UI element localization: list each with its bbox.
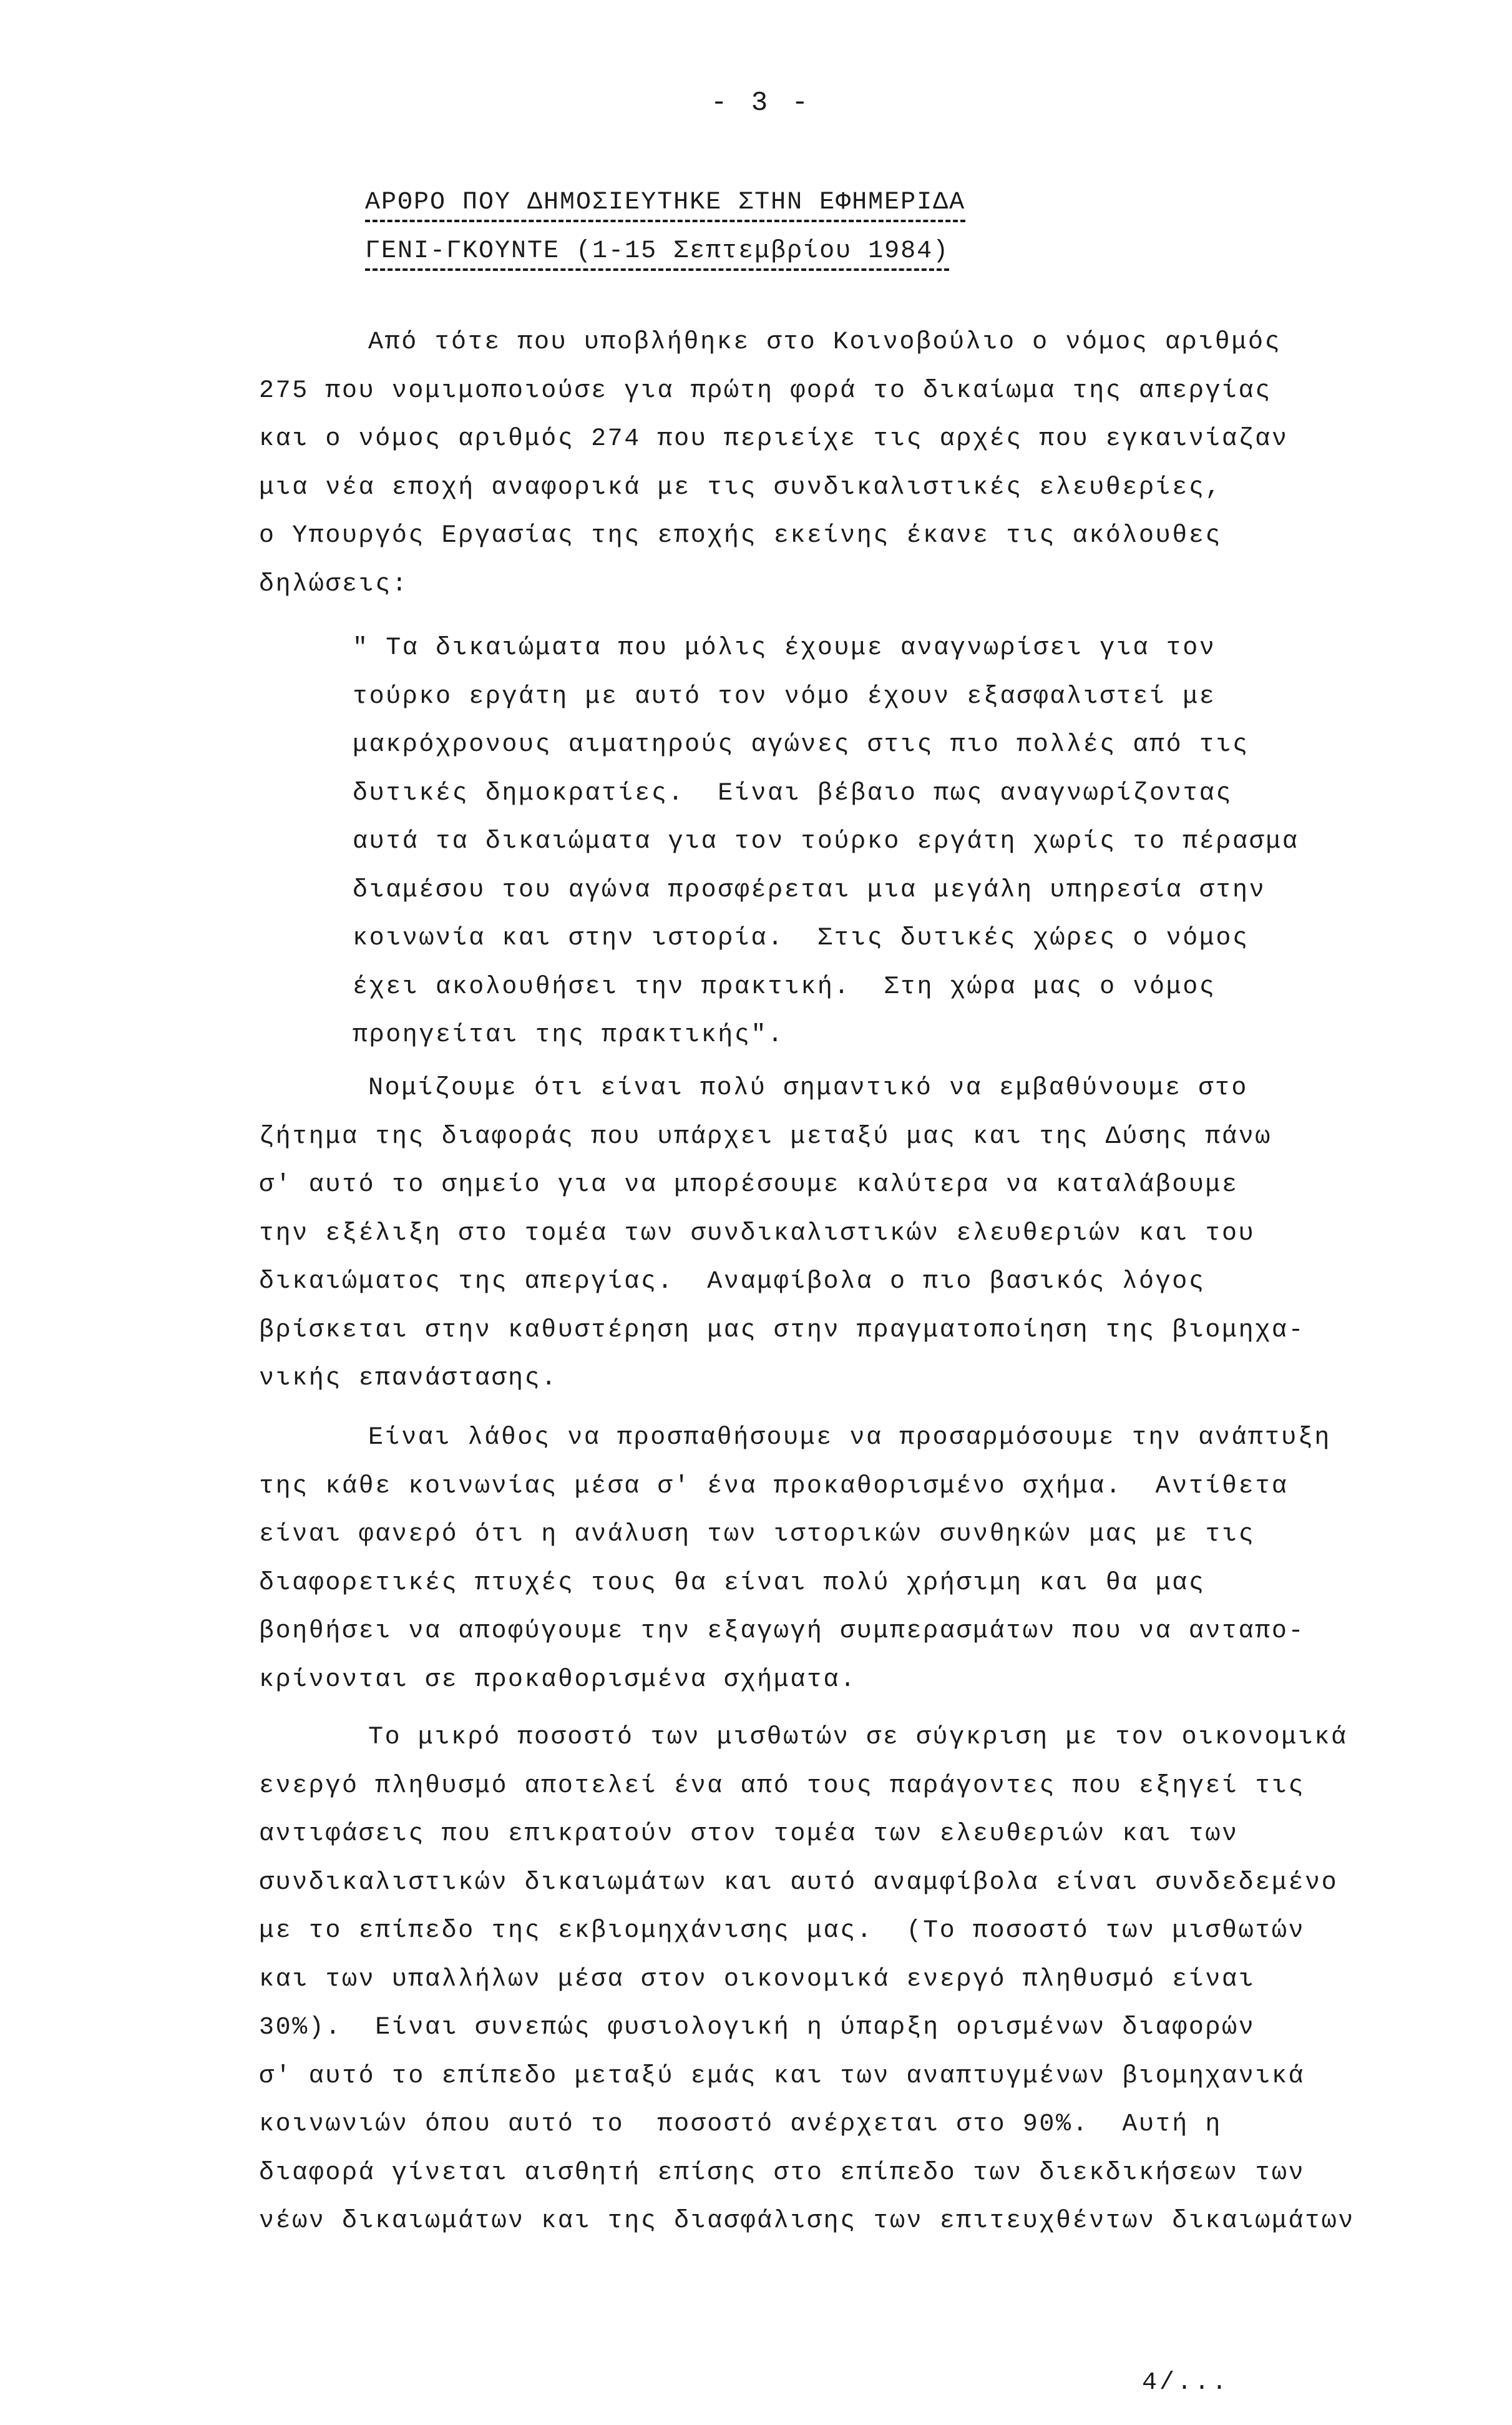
paragraph-3 bbox=[259, 1414, 1482, 1704]
text-line: ενεργό πληθυσμό αποτελεί ένα από τους παράγοντες που εξηγεί τις bbox=[259, 1771, 1305, 1800]
text-line: σ' αυτό το σημείο για να μπορέσουμε καλύτερα να καταλάβουμε bbox=[259, 1171, 1239, 1199]
text-line: " Τα δικαιώματα που μόλις έχουμε αναγνωρίσει για τον bbox=[353, 634, 1216, 662]
text-line: της κάθε κοινωνίας μέσα σ' ένα προκαθορισμένο σχήμα. Αντίθετα bbox=[259, 1472, 1289, 1501]
text-line: προηγείται της πρακτικής". bbox=[353, 1021, 784, 1049]
heading-line-2-text: ΓΕΝΙ-ΓΚΟΥΝΤΕ (1-15 Σεπτεμβρίου 1984) bbox=[365, 236, 949, 271]
text-line: διαφορετικές πτυχές τους θα είναι πολύ χρήσιμη και θα μας bbox=[259, 1569, 1206, 1597]
text-line: δηλώσεις: bbox=[259, 570, 409, 599]
text-line: 30%). Είναι συνεπώς φυσιολογική η ύπαρξη ορισμένων διαφορών bbox=[259, 2014, 1256, 2042]
text-line: διαφορά γίνεται αισθητή επίσης στο επίπεδο των διεκδικήσεων των bbox=[259, 2158, 1305, 2187]
text-line: κοινωνία και στην ιστορία. Στις δυτικές χώρες ο νόμος bbox=[353, 924, 1249, 953]
text-line: Από τότε που υποβλήθηκε στο Κοινοβούλιο ο νόμος αριθμός bbox=[368, 328, 1282, 356]
text-line: την εξέλιξη στο τομέα των συνδικαλιστικών ελευθεριών και του bbox=[259, 1219, 1256, 1248]
text-line: αυτά τα δικαιώματα για τον τούρκο εργάτη χωρίς το πέρασμα bbox=[353, 828, 1299, 856]
text-line: Το μικρό ποσοστό των μισθωτών σε σύγκριση με τον οικονομικά bbox=[368, 1723, 1348, 1751]
text-line: βρίσκεται στην καθυστέρηση μας στην πραγματοποίηση της βιομηχα- bbox=[259, 1316, 1305, 1345]
text-line: βοηθήσει να αποφύγουμε την εξαγωγή συμπερασμάτων που να ανταπο- bbox=[259, 1617, 1305, 1645]
text-line: νέων δικαιωμάτων και της διασφάλισης των επιτευχθέντων δικαιωμάτων bbox=[259, 2207, 1355, 2235]
text-line: ο Υπουργός Εργασίας της εποχής εκείνης έκανε τις ακόλουθες bbox=[259, 522, 1222, 550]
text-line: 275 που νομιμοποιούσε για πρώτη φορά το δικαίωμα της απεργίας bbox=[259, 376, 1272, 405]
text-line: έχει ακολουθήσει την πρακτική. Στη χώρα μας ο νόμος bbox=[353, 972, 1216, 1001]
text-line: δικαιώματος της απεργίας. Αναμφίβολα ο πιο βασικός λόγος bbox=[259, 1268, 1206, 1296]
paragraph-4 bbox=[259, 1713, 1482, 2246]
text-line: μακρόχρονους αιματηρούς αγώνες στις πιο πολλές από τις bbox=[353, 731, 1249, 759]
text-line: Είναι λάθος να προσπαθήσουμε να προσαρμόσουμε την ανάπτυξη bbox=[368, 1424, 1332, 1452]
paragraph-intro bbox=[259, 318, 1482, 609]
paragraph-2 bbox=[259, 1064, 1482, 1403]
quoted-statement bbox=[259, 624, 1482, 1060]
text-line: ζήτημα της διαφοράς που υπάρχει μεταξύ μας και της Δύσης πάνω bbox=[259, 1122, 1272, 1151]
text-line: με το επίπεδο της εκβιομηχάνισης μας. (Το ποσοστό των μισθωτών bbox=[259, 1917, 1305, 1945]
text-line: τούρκο εργάτη με αυτό τον νόμο έχουν εξασφαλιστεί με bbox=[353, 682, 1216, 711]
text-line: και των υπαλλήλων μέσα στον οικονομικά ενεργό πληθυσμό είναι bbox=[259, 1965, 1256, 1994]
text-line: και ο νόμος αριθμός 274 που περιείχε τις αρχές που εγκαινίαζαν bbox=[259, 425, 1289, 453]
heading-line-1-text: ΑΡΘΡΟ ΠΟΥ ΔΗΜΟΣΙΕΥΤΗΚΕ ΣΤΗΝ ΕΦΗΜΕΡΙΔΑ bbox=[365, 187, 965, 222]
text-line: Νομίζουμε ότι είναι πολύ σημαντικό να εμβαθύνουμε στο bbox=[368, 1074, 1249, 1102]
text-line: σ' αυτό το επίπεδο μεταξύ εμάς και των αναπτυγμένων βιομηχανικά bbox=[259, 2062, 1305, 2090]
page-number: - 3 - bbox=[710, 87, 812, 119]
text-line: κοινωνιών όπου αυτό το ποσοστό ανέρχεται στο 90%. Αυτή η bbox=[259, 2110, 1222, 2138]
continuation-marker: 4/... bbox=[1142, 2369, 1230, 2397]
article-heading-line-2 bbox=[365, 236, 949, 271]
text-line: είναι φανερό ότι η ανάλυση των ιστορικών συνθηκών μας με τις bbox=[259, 1521, 1256, 1549]
text-line: μια νέα εποχή αναφορικά με τις συνδικαλιστικές ελευθερίες, bbox=[259, 473, 1222, 502]
text-line: συνδικαλιστικών δικαιωμάτων και αυτό αναμφίβολα είναι συνδεδεμένο bbox=[259, 1868, 1339, 1897]
article-heading-line-1 bbox=[365, 187, 965, 222]
text-line: διαμέσου του αγώνα προσφέρεται μια μεγάλη υπηρεσία στην bbox=[353, 876, 1266, 904]
text-line: κρίνονται σε προκαθορισμένα σχήματα. bbox=[259, 1665, 857, 1694]
text-line: δυτικές δημοκρατίες. Είναι βέβαιο πως αναγνωρίζοντας bbox=[353, 779, 1233, 808]
text-line: νικής επανάστασης. bbox=[259, 1364, 558, 1393]
text-line: αντιφάσεις που επικρατούν στον τομέα των ελευθεριών και των bbox=[259, 1820, 1239, 1848]
